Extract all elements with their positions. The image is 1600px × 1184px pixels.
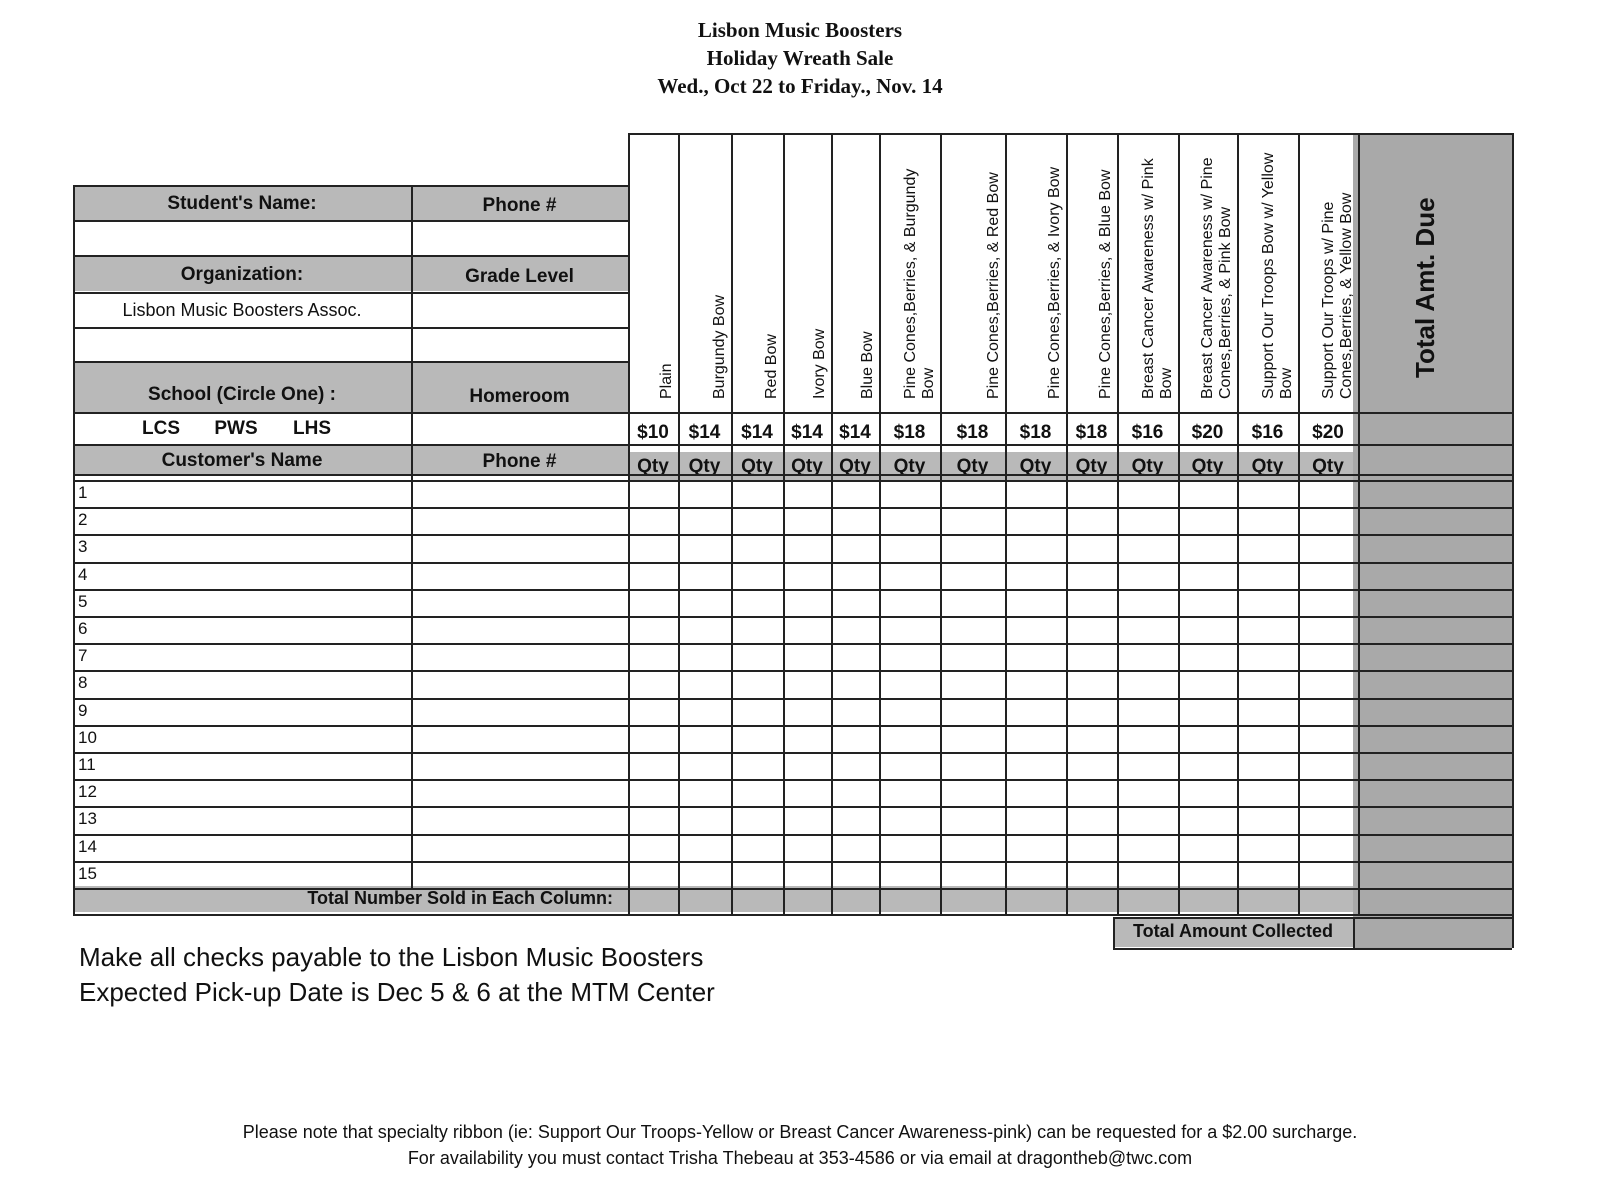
grid-vline xyxy=(628,133,630,914)
grid-hline xyxy=(1113,917,1512,919)
grid-vline xyxy=(831,133,833,914)
customer-name-cell[interactable] xyxy=(100,752,409,779)
form-subtitle: Holiday Wreath Sale xyxy=(706,46,894,70)
grid-vline xyxy=(1117,133,1119,914)
customer-name-cell[interactable] xyxy=(100,861,409,888)
school-option-pws[interactable]: PWS xyxy=(214,418,258,439)
grid-hline xyxy=(73,562,1512,564)
product-name: Breast Cancer Awareness w/ Pine Cones,Berries, & Pink Bow xyxy=(1199,157,1234,399)
qty-header: Qty xyxy=(1075,456,1108,477)
product-price: $14 xyxy=(688,422,721,443)
grid-hline xyxy=(628,474,1512,476)
checks-note: Make all checks payable to the Lisbon Music Boosters xyxy=(79,942,704,972)
customer-phone-header: Phone # xyxy=(482,451,557,472)
school-option-lcs[interactable]: LCS xyxy=(142,418,180,439)
customer-phone-cell[interactable] xyxy=(413,806,626,833)
customer-phone-cell[interactable] xyxy=(413,616,626,643)
grid-vline xyxy=(678,133,680,914)
grid-vline xyxy=(1237,133,1239,914)
customer-name-cell[interactable] xyxy=(100,698,409,725)
grid-hline xyxy=(73,779,1512,781)
customer-phone-cell[interactable] xyxy=(413,834,626,861)
qty-header: Qty xyxy=(741,456,773,477)
product-price: $18 xyxy=(956,422,989,443)
grid-vline xyxy=(940,133,942,914)
customer-phone-cell[interactable] xyxy=(413,643,626,670)
grid-vline xyxy=(1358,133,1360,914)
customer-phone-cell[interactable] xyxy=(413,779,626,806)
student-name-label: Student's Name: xyxy=(167,193,317,214)
grid-hline xyxy=(1113,948,1512,950)
customer-phone-cell[interactable] xyxy=(413,534,626,561)
customer-name-cell[interactable] xyxy=(100,589,409,616)
grid-hline xyxy=(628,444,1512,446)
grid-hline xyxy=(73,507,1512,509)
grid-vline xyxy=(1005,133,1007,914)
product-price: $18 xyxy=(893,422,926,443)
row-number: 6 xyxy=(78,619,88,638)
specialty-note: Please note that specialty ribbon (ie: Support Our Troops-Yellow or Breast Cancer Awareness-pink) can be requested for a $2.00 surcharge. xyxy=(242,1122,1358,1142)
grid-hline xyxy=(73,725,1512,727)
grid-hline xyxy=(73,589,1512,591)
grid-vline xyxy=(731,133,733,914)
row-number: 1 xyxy=(78,483,88,502)
customer-name-cell[interactable] xyxy=(100,779,409,806)
qty-header: Qty xyxy=(1131,456,1164,477)
customer-name-cell[interactable] xyxy=(100,507,409,534)
grid-hline xyxy=(73,914,1512,916)
grid-hline xyxy=(73,185,628,187)
phone-label: Phone # xyxy=(482,195,557,216)
product-name: Pine Cones,Berries, & Burgundy Bow xyxy=(902,168,937,399)
customer-name-cell[interactable] xyxy=(100,480,409,507)
customer-name-cell[interactable] xyxy=(100,534,409,561)
row-number: 9 xyxy=(78,700,88,720)
grid-hline xyxy=(73,327,628,329)
customer-name-cell[interactable] xyxy=(100,670,409,697)
school-label: School (Circle One) : xyxy=(148,384,336,405)
customer-phone-cell[interactable] xyxy=(413,670,626,697)
customer-name-cell[interactable] xyxy=(100,562,409,589)
student-name-input[interactable] xyxy=(75,222,409,254)
qty-header: Qty xyxy=(893,456,926,477)
grid-hline xyxy=(73,474,628,476)
sale-dates: Wed., Oct 22 to Friday., Nov. 14 xyxy=(657,74,943,98)
product-price: $20 xyxy=(1191,422,1224,443)
grid-hline xyxy=(73,412,628,414)
grid-hline xyxy=(73,292,628,294)
customer-name-header: Customer's Name xyxy=(161,450,323,471)
grid-vline xyxy=(1178,133,1180,914)
qty-header: Qty xyxy=(1312,456,1344,477)
grid-vline xyxy=(1113,917,1115,948)
row-number: 4 xyxy=(78,564,88,584)
product-name: Pine Cones,Berries, & Ivory Bow xyxy=(1046,166,1063,399)
grid-hline xyxy=(628,412,1512,414)
grid-vline xyxy=(73,185,75,914)
grid-hline xyxy=(73,534,1512,536)
grid-vline xyxy=(1512,133,1514,948)
qty-header: Qty xyxy=(1019,456,1052,477)
grid-vline xyxy=(783,133,785,914)
product-name: Breast Cancer Awareness w/ Pink Bow xyxy=(1140,158,1175,399)
grid-hline xyxy=(73,220,628,222)
grid-hline xyxy=(73,361,628,363)
product-price: $16 xyxy=(1131,422,1164,443)
product-name: Support Our Troops w/ Pine Cones,Berries, & Yellow Bow xyxy=(1320,192,1355,399)
qty-header: Qty xyxy=(1251,456,1284,477)
grid-vline xyxy=(411,185,413,888)
product-price: $14 xyxy=(741,422,773,443)
total-amt-due-label: Total Amt. Due xyxy=(1410,197,1440,378)
customer-phone-cell[interactable] xyxy=(413,698,626,725)
row-number: 12 xyxy=(78,782,97,802)
grid-hline xyxy=(73,888,1512,890)
row-number: 2 xyxy=(78,510,88,530)
product-price: $10 xyxy=(637,422,669,443)
product-price: $16 xyxy=(1251,422,1284,443)
customer-name-cell[interactable] xyxy=(100,616,409,643)
total-collected-label: Total Amount Collected xyxy=(1133,921,1333,941)
qty-header: Qty xyxy=(839,456,871,477)
school-option-lhs[interactable]: LHS xyxy=(293,418,331,439)
grid-hline xyxy=(73,643,1512,645)
grid-vline xyxy=(1298,133,1300,914)
product-name: Plain xyxy=(658,363,675,399)
grid-hline xyxy=(628,133,1512,135)
form-title: Lisbon Music Boosters xyxy=(697,18,903,42)
row-number: 11 xyxy=(78,755,96,774)
grid-hline xyxy=(73,752,1512,754)
customer-phone-cell[interactable] xyxy=(413,861,626,888)
product-price: $14 xyxy=(791,422,823,443)
product-name: Pine Cones,Berries, & Blue Bow xyxy=(1097,169,1114,399)
product-name: Red Bow xyxy=(763,334,780,399)
total-sold-label: Total Number Sold in Each Column: xyxy=(307,888,613,908)
product-price: $14 xyxy=(839,422,871,443)
row-number: 14 xyxy=(78,836,97,856)
phone-input[interactable] xyxy=(413,222,626,254)
qty-header: Qty xyxy=(956,456,989,477)
contact-note: For availability you must contact Trisha Thebeau at 353-4586 or via email at dragontheb@twc.com xyxy=(407,1148,1193,1168)
product-name: Burgundy Bow xyxy=(711,294,728,399)
row-number: 3 xyxy=(78,537,88,557)
grid-hline xyxy=(73,255,628,257)
grid-hline xyxy=(73,616,1512,618)
product-price: $20 xyxy=(1312,422,1344,443)
grid-hline xyxy=(73,834,1512,836)
grid-vline xyxy=(1066,133,1068,914)
product-price: $18 xyxy=(1075,422,1108,443)
qty-header: Qty xyxy=(1191,456,1224,477)
grid-hline xyxy=(73,698,1512,700)
product-name: Pine Cones,Berries, & Red Bow xyxy=(985,172,1002,399)
row-number: 13 xyxy=(78,809,97,829)
qty-header: Qty xyxy=(637,456,669,477)
organization-label: Organization: xyxy=(180,264,304,285)
row-number: 5 xyxy=(78,591,88,611)
customer-phone-cell[interactable] xyxy=(413,562,626,589)
customer-phone-cell[interactable] xyxy=(413,752,626,779)
product-name: Support Our Troops Bow w/ Yellow Bow xyxy=(1260,152,1295,399)
qty-header: Qty xyxy=(791,456,823,477)
product-name: Blue Bow xyxy=(859,331,876,399)
row-number: 10 xyxy=(78,727,97,747)
grid-vline xyxy=(1353,917,1355,948)
customer-phone-cell[interactable] xyxy=(413,725,626,752)
qty-header: Qty xyxy=(688,456,721,477)
customer-name-cell[interactable] xyxy=(100,643,409,670)
grid-vline xyxy=(879,133,881,914)
product-name: Ivory Bow xyxy=(811,328,828,399)
pickup-note: Expected Pick-up Date is Dec 5 & 6 at the MTM Center xyxy=(79,977,715,1007)
customer-name-cell[interactable] xyxy=(100,806,409,833)
grid-hline xyxy=(73,670,1512,672)
grid-hline xyxy=(73,480,1512,482)
customer-name-cell[interactable] xyxy=(100,834,409,861)
customer-phone-cell[interactable] xyxy=(413,480,626,507)
customer-phone-cell[interactable] xyxy=(413,507,626,534)
grid-hline xyxy=(73,444,628,446)
product-price: $18 xyxy=(1019,422,1052,443)
grid-hline xyxy=(73,861,1512,863)
grade-level-label: Grade Level xyxy=(465,266,574,287)
row-number: 8 xyxy=(78,673,88,693)
customer-name-cell[interactable] xyxy=(100,725,409,752)
grade-level-input[interactable] xyxy=(413,294,626,326)
homeroom-label: Homeroom xyxy=(469,386,570,407)
row-number: 7 xyxy=(78,646,88,666)
organization-value: Lisbon Music Boosters Assoc. xyxy=(122,300,362,320)
customer-phone-cell[interactable] xyxy=(413,589,626,616)
grid-hline xyxy=(73,806,1512,808)
row-number: 15 xyxy=(78,863,97,883)
